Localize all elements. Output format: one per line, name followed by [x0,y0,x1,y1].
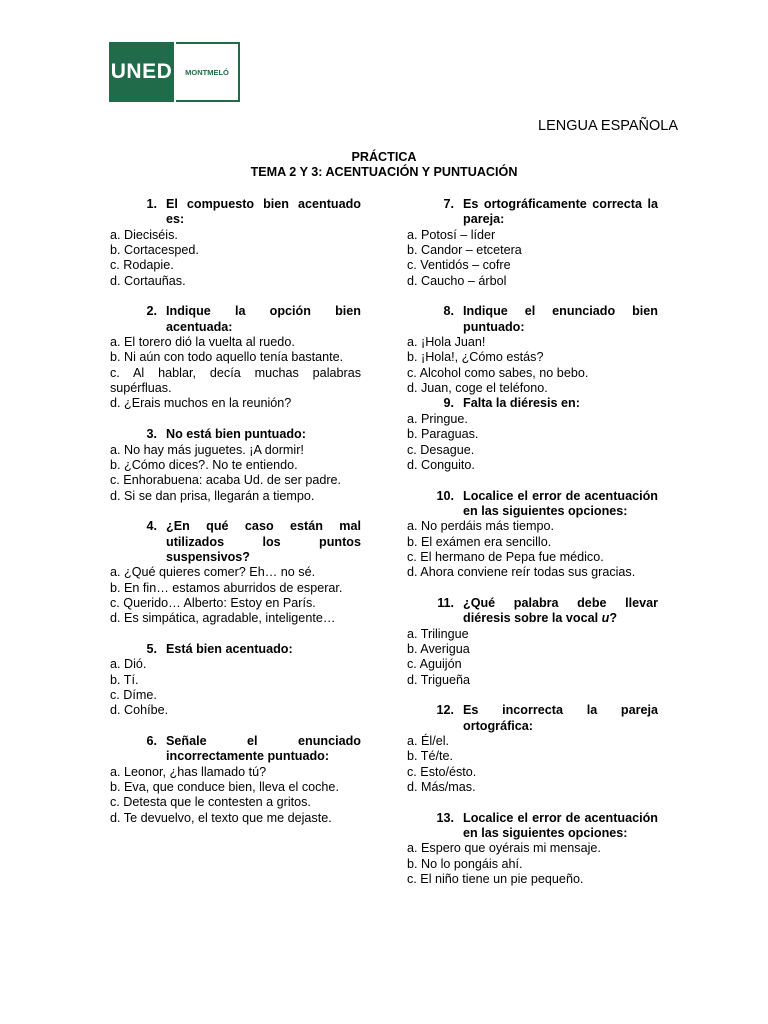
option: d. Más/mas. [407,780,476,795]
question-text: Indique la opción bien acentuada: [166,304,361,334]
option: a. Dieciséis. [110,227,178,242]
question-text: Señale el enunciado incorrectamente puntuado: [166,734,361,764]
question-9 [407,396,658,473]
question-3 [110,427,361,504]
option: c. El hermano de Pepa fue médico. [407,549,604,564]
question-number: 2. [146,304,157,319]
option: c. Alcohol como sabes, no bebo. [407,365,589,380]
option: a. Trilingue [407,626,469,641]
option: a. Espero que oyérais mi mensaje. [407,841,601,856]
question-12 [407,703,658,795]
topic-title: TEMA 2 Y 3: ACENTUACIÓN Y PUNTUACIÓN [250,165,518,180]
option: c. Rodapie. [110,258,174,273]
option: a. No perdáis más tiempo. [407,519,554,534]
question-number: 8. [443,304,454,319]
option: b. ¡Hola!, ¿Cómo estás? [407,350,544,365]
option: b. Cortacesped. [110,243,199,258]
option: b. Eva, que conduce bien, lleva el coche. [110,780,339,795]
option: d. Ahora conviene reír todas sus gracias. [407,565,636,580]
question-number: 3. [146,427,157,442]
option: b. Ni aún con todo aquello tenía bastante. [110,350,344,365]
option: d. Si se dan prisa, llegarán a tiempo. [110,488,315,503]
question-text-vowel: u [601,611,610,626]
question-text: Es ortográficamente correcta la pareja: [463,197,658,227]
option: c. Desague. [407,442,475,457]
option: d. Te devuelvo, el texto que me dejaste. [110,810,332,825]
question-6 [110,734,361,826]
option: d. ¿Erais muchos en la reunión? [110,396,292,411]
option: c. Díme. [110,688,157,702]
question-number: 10. [436,488,454,503]
question-number: 12. [436,703,454,718]
option: b. En fin… estamos aburridos de esperar. [110,580,343,595]
uned-logo [109,42,240,102]
question-13 [407,811,658,888]
option: b. El exámen era sencillo. [407,534,552,549]
option: d. Caucho – árbol [407,273,507,288]
logo-center: MONTMELÓ [176,42,240,102]
option: a. El torero dió la vuelta al ruedo. [110,335,295,350]
option: d. Es simpática, agradable, inteligente… [110,611,336,626]
question-text: ¿En qué caso están mal utilizados los puntos suspensivos? [166,519,361,564]
option: c. Detesta que le contesten a gritos. [110,795,311,810]
option: c. Querido… Alberto: Estoy en París. [110,595,316,610]
option: d. Cortauñas. [110,273,186,288]
option: a. Potosí – líder [407,227,496,242]
option: c. Ventidós – cofre [407,258,511,273]
question-text: Indique el enunciado bien puntuado: [463,304,658,334]
question-7 [407,197,658,289]
option: a. Leonor, ¿has llamado tú? [110,764,267,779]
option: c. El niño tiene un pie pequeño. [407,872,584,887]
question-text-main: ¿Qué palabra debe llevar diéresis sobre la vocal [463,595,658,626]
option: d. Conguito. [407,457,475,472]
option: a. Pringue. [407,411,468,426]
document-titles [0,150,768,181]
option: c. Al hablar, decía muchas palabras supérfluas. [110,365,361,396]
question-text: Está bien acentuado: [166,641,293,656]
question-text: Es incorrecta la pareja ortográfica: [463,703,658,733]
question-4 [110,519,361,626]
question-text: No está bien puntuado: [166,427,306,442]
option: d. Trigueña [407,672,471,687]
logo-brand: UNED [109,42,174,102]
question-text: Falta la diéresis en: [463,396,580,411]
option: a. No hay más juguetes. ¡A dormir! [110,442,304,457]
question-2 [110,304,361,411]
option: a. Dió. [110,657,147,672]
question-text: El compuesto bien acentuado es: [166,197,361,227]
question-8 [407,304,658,396]
question-text-end: ? [609,611,618,626]
question-number: 7. [443,197,454,211]
option: b. ¿Cómo dices?. No te entiendo. [110,457,298,472]
question-number: 6. [146,734,157,749]
question-number: 5. [146,641,157,656]
question-5 [110,642,361,719]
question-number: 13. [436,810,454,825]
option: b. Paraguas. [407,427,479,442]
left-column [110,197,361,841]
option: c. Enhorabuena: acaba Ud. de ser padre. [110,473,342,488]
option: a. ¡Hola Juan! [407,335,486,350]
option: b. No lo pongáis ahí. [407,856,523,871]
question-number: 4. [146,519,157,534]
question-text: Localice el error de acentuación en las siguientes opciones: [463,488,658,518]
option: b. Tí. [110,672,139,687]
question-text [454,596,658,627]
option: a. Él/el. [407,734,449,749]
option: c. Esto/ésto. [407,764,477,779]
question-1 [110,197,361,289]
question-number: 11. [437,595,454,610]
question-text: Localice el error de acentuación en las siguientes opciones: [463,810,658,841]
option: c. Aguijón [407,657,462,672]
option: b. Candor – etcetera [407,243,522,258]
course-title: LENGUA ESPAÑOLA [538,118,678,134]
practice-title: PRÁCTICA [351,150,417,164]
question-10 [407,489,658,581]
option: b. Té/te. [407,749,453,764]
option: d. Juan, coge el teléfono. [407,381,548,396]
option: d. Cohíbe. [110,703,169,718]
question-11 [407,596,658,688]
option: a. ¿Qué quieres comer? Eh… no sé. [110,565,316,580]
question-number: 9. [443,396,454,411]
option: b. Averigua [407,641,470,656]
right-column [407,197,658,903]
question-number: 1. [146,197,157,211]
